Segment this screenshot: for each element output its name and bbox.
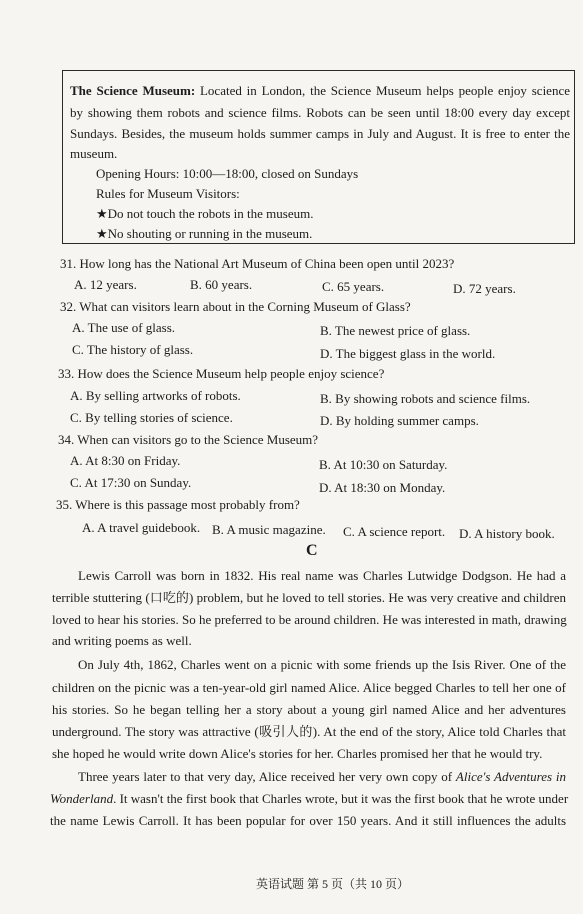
q35-option-a: A. A travel guidebook. — [82, 520, 201, 535]
q35-option-b: B. A music magazine. — [212, 522, 326, 537]
section-c-heading: C — [306, 542, 318, 559]
p1-line-2: terrible stuttering (口吃的) problem, but he loved to tell stories. He was very creative and children — [52, 590, 566, 605]
p3-line-2: Wonderland. It wasn't the first book that Charles wrote, but it was the first book that he wrote under — [50, 791, 569, 806]
q32-option-b: B. The newest price of glass. — [320, 323, 471, 338]
p1-line-3: loved to hear his stories. So he preferred to be around children. He was interested in math, drawing — [52, 612, 567, 627]
p2-line-3: his stories. So he began telling her a story about a young girl named Alice and her adventures — [52, 702, 566, 717]
q33-option-c: C. By telling stories of science. — [70, 410, 233, 425]
rule-1: ★Do not touch the robots in the museum. — [96, 206, 314, 221]
box-title: The Science Museum: — [70, 83, 196, 98]
q34-option-d: D. At 18:30 on Monday. — [319, 480, 446, 495]
page-footer: 英语试题 第 5 页（共 10 页） — [256, 877, 410, 891]
p2-line-2: children on the picnic was a ten-year-old girl named Alice. Alice begged Charles to tell her one of — [52, 680, 566, 695]
q33-option-b: B. By showing robots and science films. — [320, 391, 531, 406]
p2-line-5: she hoped he would write down Alice's stories for her. Charles promised her that he would try. — [52, 746, 543, 761]
book-title-part-2: Wonderland — [50, 791, 114, 806]
q35-option-c: C. A science report. — [343, 524, 446, 539]
box-line-4: museum. — [70, 146, 118, 161]
question-34: 34. When can visitors go to the Science Museum? — [58, 432, 319, 447]
p2-line-4: underground. The story was attractive (吸引人的). At the end of the story, Alice told Charles that — [52, 724, 566, 739]
rule-2: ★No shouting or running in the museum. — [96, 226, 313, 241]
q34-option-b: B. At 10:30 on Saturday. — [319, 457, 448, 472]
p1-line-4: and writing poems as well. — [52, 633, 192, 648]
rules-title: Rules for Museum Visitors: — [96, 186, 240, 201]
box-line-3: Sundays. Besides, the museum holds summer camps in July and August. It is free to enter the — [70, 126, 570, 141]
question-31: 31. How long has the National Art Museum of China been open until 2023? — [60, 256, 455, 271]
q34-option-a: A. At 8:30 on Friday. — [70, 453, 181, 468]
p2-line-1: On July 4th, 1862, Charles went on a picnic with some friends up the Isis River. One of the — [78, 657, 566, 672]
question-32: 32. What can visitors learn about in the Corning Museum of Glass? — [60, 299, 411, 314]
q35-option-d: D. A history book. — [459, 526, 555, 541]
q31-option-a: A. 12 years. — [74, 277, 137, 292]
opening-hours: Opening Hours: 10:00—18:00, closed on Sundays — [96, 166, 359, 181]
box-line-1: The Science Museum: Located in London, the Science Museum helps people enjoy science — [70, 83, 570, 98]
p3-line-1: Three years later to that very day, Alice received her very own copy of Alice's Adventures in — [78, 769, 566, 784]
q32-option-d: D. The biggest glass in the world. — [320, 346, 496, 361]
q33-option-d: D. By holding summer camps. — [320, 413, 479, 428]
q31-option-d: D. 72 years. — [453, 281, 516, 296]
p3-line-3: the name Lewis Carroll. It has been popular for over 150 years. And it still influences the adults — [50, 813, 566, 828]
q34-option-c: C. At 17:30 on Sunday. — [70, 475, 192, 490]
question-33: 33. How does the Science Museum help people enjoy science? — [58, 366, 385, 381]
p1-line-1: Lewis Carroll was born in 1832. His real name was Charles Lutwidge Dodgson. He had a — [78, 568, 566, 583]
q31-option-c: C. 65 years. — [322, 279, 385, 294]
q32-option-a: A. The use of glass. — [72, 320, 176, 335]
question-35: 35. Where is this passage most probably from? — [56, 497, 300, 512]
q32-option-c: C. The history of glass. — [72, 342, 194, 357]
book-title-part-1: Alice's Adventures in — [455, 769, 566, 784]
q31-option-b: B. 60 years. — [190, 277, 253, 292]
box-line-2: by showing them robots and science films. Robots can be seen until 18:00 every day except — [70, 105, 570, 120]
q33-option-a: A. By selling artworks of robots. — [70, 388, 241, 403]
